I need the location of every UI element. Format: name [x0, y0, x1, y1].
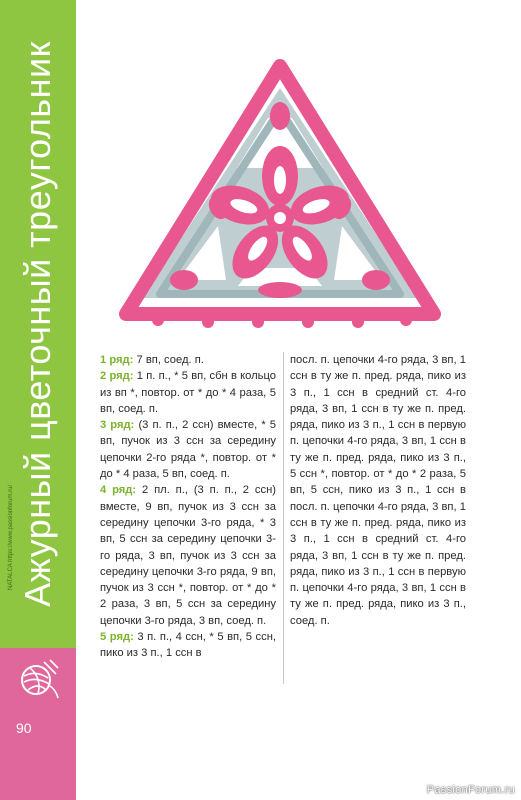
- row-4-text: 2 пл. п., (3 п. п., 2 ссн) вместе, 9 вп, пучок из 3 ссн за середину цепочки 3-го ряда, * 3 вп, 5 ссн за середину цепочки 3-го ряда, 3 вп, пучок из 3 ссн за середину цепочки 3-го ряда, 9 вп, пучок из 3 ссн *, повтор. от * до * 2 раза, 3 вп, 5 ссн за середину цепочки 3-го ряда, 3 вп, соед. п.: [100, 484, 276, 627]
- row-2-label: 2 ряд:: [100, 370, 134, 383]
- instructions-column-right: [290, 352, 466, 629]
- row-3-text: (3 п. п., 2 ссн) вместе, * 5 вп, пучок из 3 ссн за середину цепочки 2-го ряда *, повтор. от * до * 4 раза, 5 вп, соед. п.: [100, 419, 277, 481]
- row-2-instruction: [100, 368, 276, 417]
- row-5-label: 5 ряд:: [100, 631, 134, 644]
- row-5-instruction: [100, 629, 276, 662]
- yarn-ball-icon: [16, 656, 60, 700]
- page-title: Ажурный цветочный треугольник: [17, 41, 58, 607]
- row-4-label: 4 ряд:: [100, 484, 137, 497]
- sidebar-bottom-band: [0, 708, 76, 800]
- row-3-instruction: [100, 417, 276, 482]
- page-number: 90: [16, 720, 32, 736]
- instructions-column-left: [100, 352, 276, 662]
- crochet-triangle-photo: [118, 58, 442, 336]
- row-1-instruction: [100, 352, 276, 368]
- row-4-instruction: [100, 482, 276, 629]
- row-5-text: 3 п. п., 4 ссн, * 5 вп, 5 ссн, пико из 3 п., 1 ссн в: [100, 631, 276, 660]
- row-3-label: 3 ряд:: [100, 419, 135, 432]
- row-5-continuation: [290, 352, 466, 629]
- row-1-text: 7 вп, соед. п.: [133, 354, 204, 366]
- row-5-continuation-text: посл. п. цепочки 4-го ряда, 3 вп, 1 ссн в ту же п. пред. ряда, пико из 3 п., 1 ссн в средний ст. 4-го ряда, 3 вп, 1 ссн в ту же п. пред. ряда, пико из 3 п., 1 ссн в первую п. цепочки 4-го ряда, 3 вп, 1 ссн в ту же п. пред. ряда, пико из 3 п., 5 ссн *, повтор. от * до * 2 раза, 5 вп, 5 ссн, пико из 3 п., 1 ссн в посл. п. цепочки 4-го ряда, 3 вп, 1 ссн в ту же п. пред. ряда, пико из 3 п., 1 ссн в средний ст. 4-го ряда, 3 вп, 1 ссн в ту же п. пред. ряда, пико из 3 п., 1 ссн в первую п. цепочки 4-го ряда, 3 вп, 1 ссн в ту же п. пред. ряда, пико из 3 п., соед. п.: [290, 354, 466, 627]
- column-divider: [283, 352, 284, 684]
- watermark: PassionForum.ru: [426, 784, 515, 796]
- row-2-text: 1 п. п., * 5 вп, сбн в кольцо из вп *, повтор. от * до * 4 раза, 5 вп, соед. п.: [100, 370, 276, 415]
- credit-text: NATALCA https://www.passionforum.ru/: [8, 484, 14, 590]
- row-1-label: 1 ряд:: [100, 354, 134, 366]
